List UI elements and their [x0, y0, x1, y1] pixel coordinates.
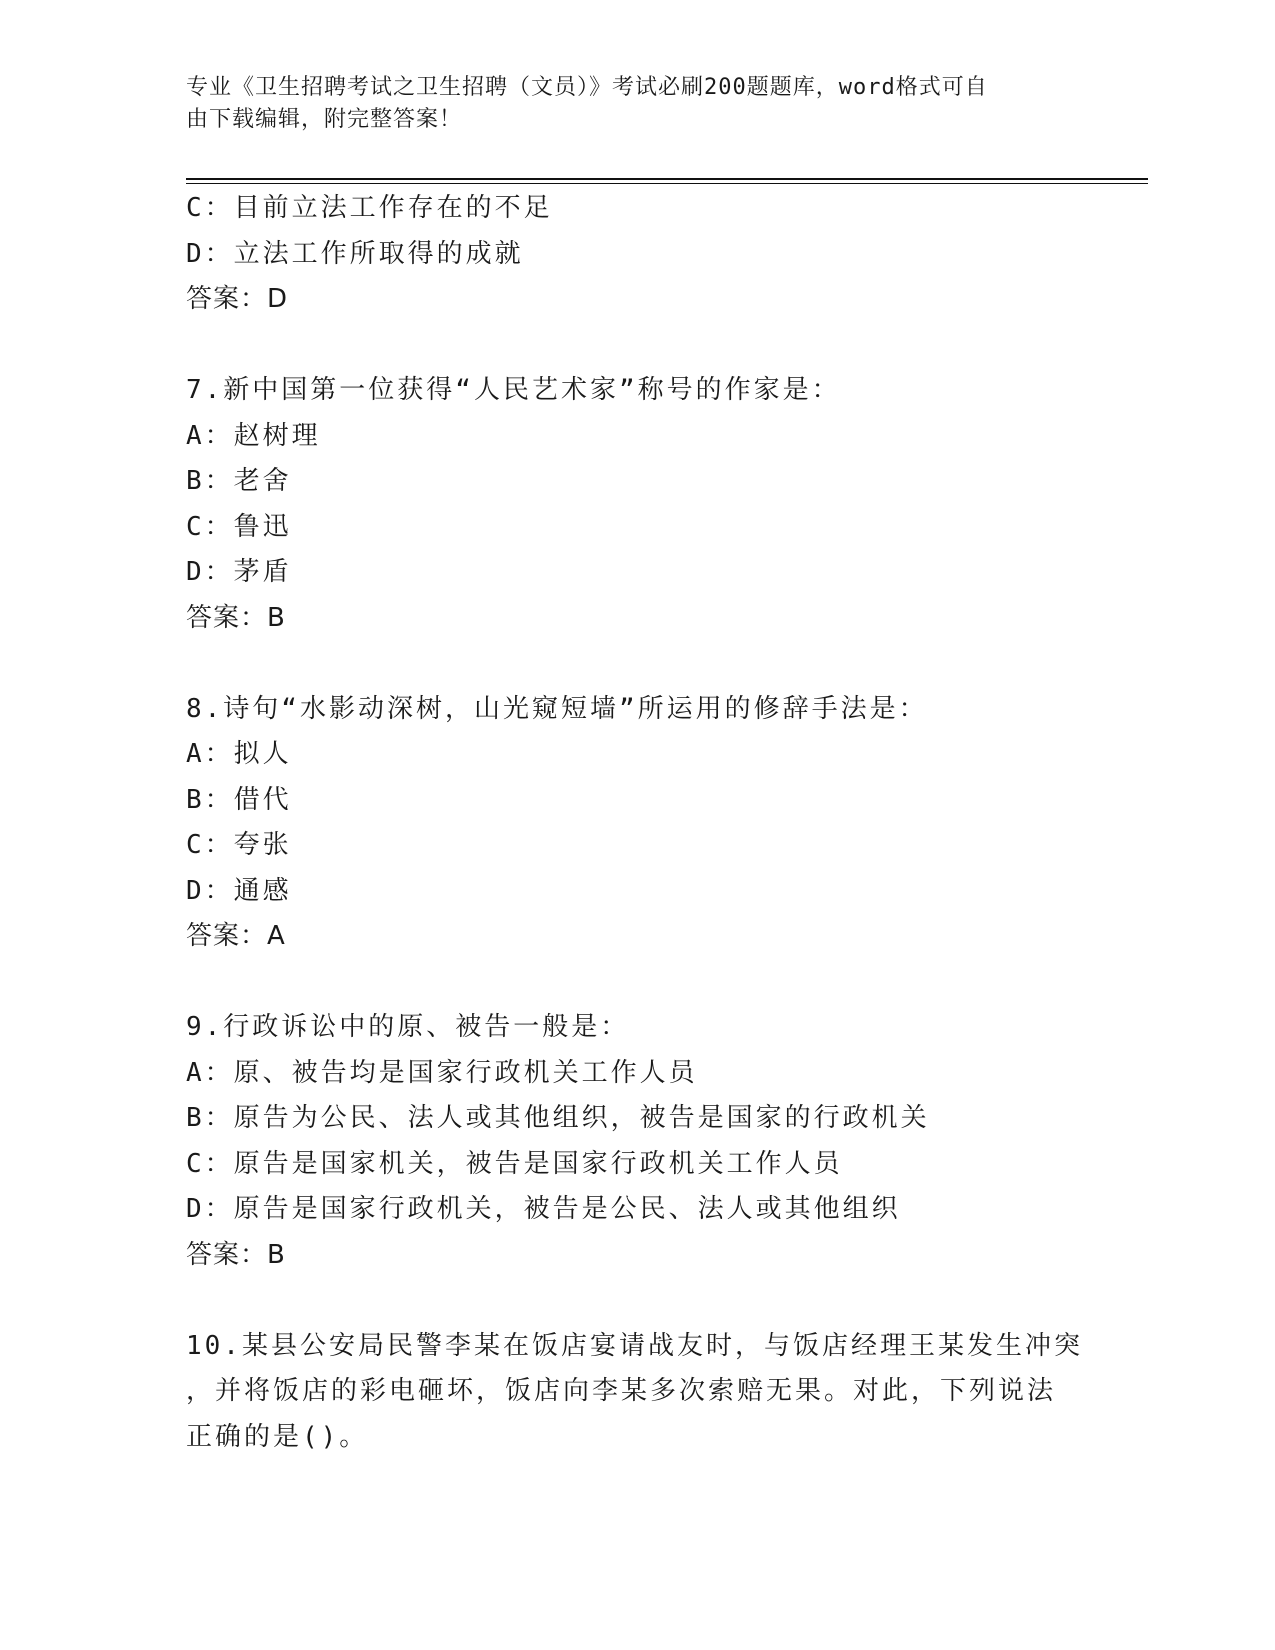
- option-d: D：立法工作所取得的成就: [186, 238, 524, 269]
- question-stem-line-3: 正确的是()。: [186, 1421, 369, 1452]
- answer: 答案：B: [186, 1239, 286, 1270]
- question-8: [186, 687, 1086, 960]
- option-c: C：夸张: [186, 830, 292, 860]
- spacer: [186, 323, 1086, 369]
- answer: 答案：B: [186, 602, 286, 633]
- option-c: C：原告是国家机关，被告是国家行政机关工作人员: [186, 1148, 843, 1179]
- question-list: [186, 186, 1086, 1460]
- spacer: [186, 641, 1086, 687]
- question-stem: 8.诗句“水影动深树，山光窥短墙”所运用的修辞手法是：: [186, 693, 928, 724]
- option-b: B：借代: [186, 784, 292, 815]
- option-b: B：老舍: [186, 466, 292, 496]
- option-b: B：原告为公民、法人或其他组织，被告是国家的行政机关: [186, 1103, 930, 1133]
- question-stem-line-1: 10.某县公安局民警李某在饭店宴请战友时，与饭店经理王某发生冲突: [186, 1330, 1083, 1361]
- question-stem-line-2: ，并将饭店的彩电砸坏，饭店向李某多次索赔无果。对此，下列说法: [186, 1376, 1057, 1406]
- document-header: [186, 72, 1086, 136]
- question-6-tail: [186, 186, 1086, 323]
- question-10: [186, 1324, 1086, 1461]
- question-7: [186, 368, 1086, 641]
- option-d: D：原告是国家行政机关，被告是公民、法人或其他组织: [186, 1194, 901, 1224]
- header-divider-thick: [186, 178, 1148, 180]
- option-a: A：赵树理: [186, 420, 321, 451]
- answer: 答案：D: [186, 284, 289, 314]
- option-a: A：拟人: [186, 739, 292, 769]
- header-line-1: 专业《卫生招聘考试之卫生招聘（文员）》考试必刷200题题库，word格式可自: [186, 75, 988, 100]
- option-a: A：原、被告均是国家行政机关工作人员: [186, 1057, 698, 1088]
- header-divider-thin: [186, 183, 1148, 184]
- header-line-2: 由下载编辑，附完整答案！: [186, 107, 463, 132]
- question-stem: 7.新中国第一位获得“人民艺术家”称号的作家是：: [186, 375, 841, 405]
- answer: 答案：A: [186, 921, 286, 951]
- question-stem: 9.行政诉讼中的原、被告一般是：: [186, 1012, 630, 1042]
- spacer: [186, 960, 1086, 1006]
- spacer: [186, 1278, 1086, 1324]
- question-9: [186, 1005, 1086, 1278]
- option-c: C：鲁迅: [186, 511, 292, 542]
- option-d: D：通感: [186, 875, 292, 906]
- option-c: C：目前立法工作存在的不足: [186, 193, 553, 223]
- option-d: D：茅盾: [186, 557, 292, 587]
